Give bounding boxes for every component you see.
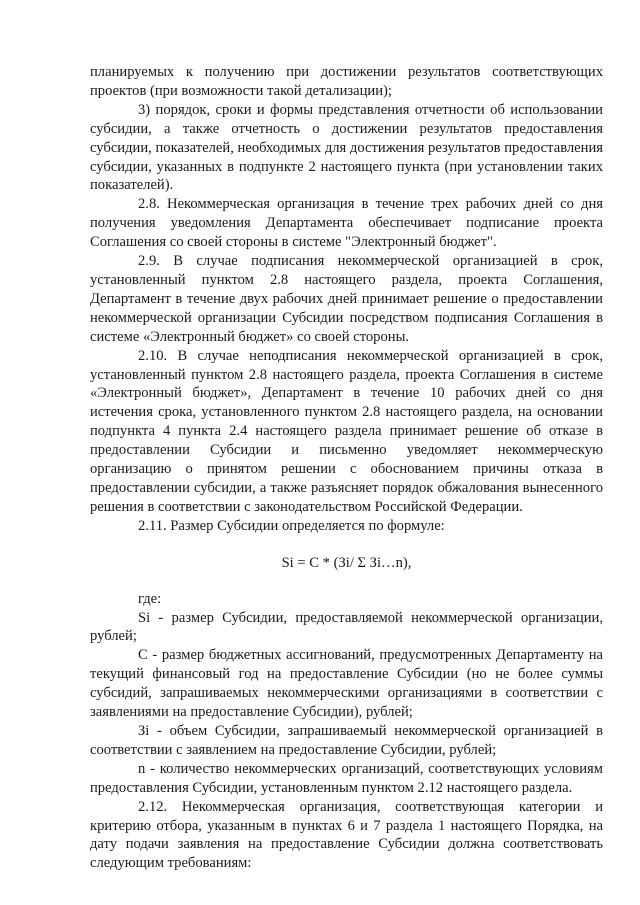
document-page	[90, 63, 603, 873]
paragraph-2-8: 2.8. Некоммерческая организация в течение трех рабочих дней со дня получения уведомления Департамента обеспечивает подписание проекта Соглашения со своей стороны в системе "Электронный бюджет".	[90, 196, 603, 251]
paragraph-2-9: 2.9. В случае подписания некоммерческой организацией в срок, установленный пунктом 2.8 настоящего раздела, проекта Соглашения, Департамент в течение двух рабочих дней принимает решение о предоставлении некоммерческой организации Субсидии посредством подписания Соглашения в системе «Электронный бюджет» со своей стороны.	[90, 253, 603, 345]
paragraph-continuation: планируемых к получению при достижении результатов соответствующих проектов (при возможности такой детализации);	[90, 64, 603, 99]
paragraph-where: где:	[138, 590, 162, 607]
definition-zi: Зi - объем Субсидии, запрашиваемый некоммерческой организацией в соответствии с заявлением на предоставление Субсидии, рублей;	[90, 723, 603, 758]
definition-n: n - количество некоммерческих организаций, соответствующих условиям предоставления Субсидии, установленным пунктом 2.12 настоящего раздела.	[90, 760, 603, 796]
subsidy-formula: Si = C * (Зi/ Σ Зi…n),	[281, 554, 412, 571]
paragraph-2-12: 2.12. Некоммерческая организация, соответствующая категории и критерию отбора, указанным в пунктах 6 и 7 раздела 1 настоящего Порядка, на дату подачи заявления на предоставление Субсидии должна соответствовать следующим требованиям:	[90, 798, 603, 872]
paragraph-item-3: 3) порядок, сроки и формы представления отчетности об использовании субсидии, а также отчетность о достижении результатов предоставления субсидии, показателей, необходимых для достижения результатов предоставления субсидии, указанных в подпункте 2 настоящего пункта (при установлении таких показателей).	[90, 101, 603, 194]
definition-si: Si - размер Субсидии, предоставляемой некоммерческой организации, рублей;	[90, 609, 603, 645]
definition-c: C - размер бюджетных ассигнований, предусмотренных Департаменту на текущий финансовый год на предоставление Субсидии (но не более суммы субсидий, запрашиваемых некоммерческими организациями в соответствии с заявлениями на предоставление Субсидии), рублей;	[90, 647, 603, 721]
paragraph-2-11: 2.11. Размер Субсидии определяется по формуле:	[138, 517, 445, 534]
paragraph-2-10: 2.10. В случае неподписания некоммерческой организацией в срок, установленный пунктом 2.8 настоящего раздела, проекта Соглашения в системе «Электронный бюджет», Департамент в течение 10 рабочих дней со дня истечения срока, установленного пунктом 2.8 настоящего раздела, на основании подпункта 4 пункта 2.4 настоящего раздела принимает решение об отказе в предоставлении Субсидии и письменно уведомляет некоммерческую организацию о принятом решении с обоснованием причины отказа в предоставлении субсидии, а также разъясняет порядок обжалования вынесенного решения в соответствии с законодательством Российской Федерации.	[90, 347, 603, 515]
